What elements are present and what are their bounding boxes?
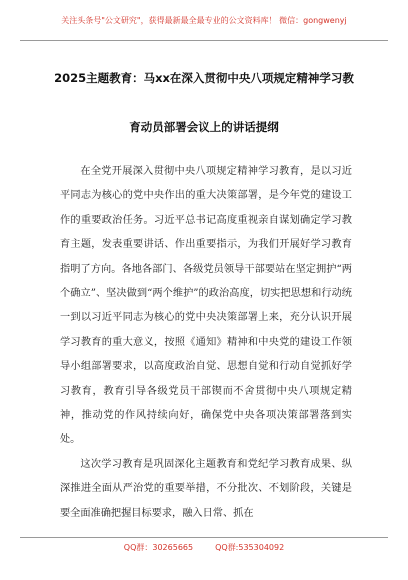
header-promo-note: 关注头条号"公文研究"，获得最新最全最专业的公文资料库！ 微信：gongwenyj (61, 16, 347, 25)
body-paragraph: 在全党开展深入贯彻中央八项规定精神学习教育，是以习近平同志为核心的党中央作出的重大决策部署，是今年党的建设工作的重要政治任务。习近平总书记高度重视亲自谋划确定学习教育主题，发表重要讲话、作出重要指示，为我们开展好学习教育指明了方向。各地各部门、各级党员领导干部要站在坚定拥护“两个确立”、坚决做到“两个维护”的政治高度，切实把思想和行动统一到以习近平同志为核心的党中央决策部署上来，充分认识开展学习教育的重大意义，按照《通知》精神和中央党的建设工作领导小组部署要求，以高度政治自觉、思想自觉和行动自觉抓好学习教育，教育引导各级党员干部锲而不舍贯彻中央八项规定精神，推动党的作风持续向好，确保党中央各项决策部署落到实处。 (60, 166, 352, 446)
header-divider (20, 40, 388, 41)
body-paragraph: 这次学习教育是巩固深化主题教育和党纪学习教育成果、纵深推进全面从严治党的重要举措，不分批次、不划阶段，关键是要全面准确把握目标要求，融入日常、抓在 (60, 458, 352, 519)
document-body (60, 160, 352, 526)
document-title-line-1: 2025主题教育：马xx在深入贯彻中央八项规定精神学习教 (54, 71, 354, 85)
footer-divider (20, 537, 388, 538)
footer-qq-group-1: QQ群：30265665 (123, 543, 194, 552)
document-title-line-2: 育动员部署会议上的讲话提纲 (129, 120, 279, 134)
footer-contact (0, 543, 408, 553)
footer-qq-group-2: QQ群:535304092 (215, 543, 285, 552)
